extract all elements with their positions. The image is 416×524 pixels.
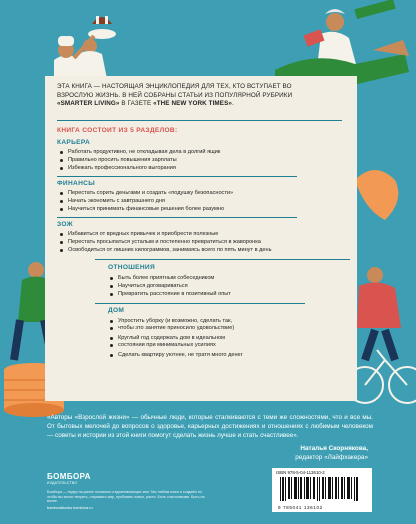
intro-newspaper: «THE NEW YORK TIMES» [153,100,232,108]
list-item-continued: чтобы это занятие приносило удовольствие) [118,325,235,331]
list-item: Начать экономить с завтрашнего дня [68,198,165,204]
list-item: Освободиться от лишних килограммов, занимаясь всего по пять минут в день [68,247,272,253]
list-item: Быть более приятным собеседником [118,275,215,281]
publisher-sub: ИЗДАТЕЛЬСТВО [47,481,78,485]
quote-author-role: редактор «Лайфхакера» [295,454,368,461]
list-item: Работать продуктивно, не откладывая дела в долгий ящик [68,149,221,155]
list-item: Сделать квартиру уютнее, не тратя много денег [118,352,243,358]
section-title-relationships: ОТНОШЕНИЯ [108,264,156,271]
list-item-continued: состоянии при минимальных усилиях [118,342,216,348]
publisher-description: Бомбора — лидер на рынке полезных и вдохновляющих книг. Мы любим книги и создаём их, чтобы вы могли творить, открывать мир, пробовать новое, расти. Быть счастливыми. Быть на волне. [47,490,205,504]
intro-connector: В ГАЗЕТЕ [119,100,154,108]
list-item: Избавиться от вредных привычек и приобрести полезные [68,231,219,237]
publisher-name: БОМБОРА [47,472,91,481]
divider-line [57,217,297,218]
isbn-text: ISBN 978-5-04-113610-2 [276,470,325,475]
list-item: Перестать просыпаться усталым и постепенно превратиться в жаворонка [68,239,261,245]
list-item: Избежать профессионального выгорания [68,165,176,171]
list-item: Упростить уборку (и возможно, сделать так, [118,318,233,324]
intro-line-1: ЭТА КНИГА — НАСТОЯЩАЯ ЭНЦИКЛОПЕДИЯ ДЛЯ ТЕХ, КТО ВСТУПАЕТ ВО [57,83,292,90]
quote-author-name: Наталья Скорнякова, [300,445,368,452]
section-title-health: ЗОЖ [57,221,73,228]
barcode-number: 9 785041 136102 [278,505,323,510]
intro-rubric: «SMARTER LIVING» [57,100,120,108]
section-title-home: ДОМ [108,307,125,314]
parts-title: КНИГА СОСТОИТ ИЗ 5 РАЗДЕЛОВ: [57,127,178,134]
list-item: Превратить расстояние в позитивный опыт [118,291,231,297]
section-title-finance: ФИНАНСЫ [57,180,95,187]
intro-period: . [231,100,234,108]
section-title-career: КАРЬЕРА [57,139,91,146]
publisher-logo [47,472,167,485]
list-item: Круглый год содержать дом в идеальном [118,335,225,341]
list-item: Научиться принимать финансовые решения более разумно [68,206,225,212]
list-item: Перестать сорить деньгами и создать «подушку безопасности» [68,190,234,196]
divider-line [57,176,297,177]
publisher-social-links: bomborabooks bombora.ru [47,506,93,510]
divider-line [95,259,350,260]
divider-line [95,303,305,304]
list-item: Правильно просить повышения зарплаты [68,157,177,163]
divider-line [57,120,342,121]
intro-paragraph [57,83,337,109]
list-item: Научиться договариваться [118,283,188,289]
editor-quote: «Авторы «Взрослой жизни» — обычные люди, которые сталкиваются с теми же сложностями, что и все мы. От бытовых мелочей до вопросов о здоровье, карьерных достижениях и отношениях с любимым человеком — советы и истории из этой книги помогут сделать жизнь лучше и стать счастливее». [47,414,373,439]
intro-line-2: ВЗРОСЛУЮ ЖИЗНЬ. В НЕЙ СОБРАНЫ СТАТЬИ ИЗ ПОПУЛЯРНОЙ РУБРИКИ [57,91,293,99]
